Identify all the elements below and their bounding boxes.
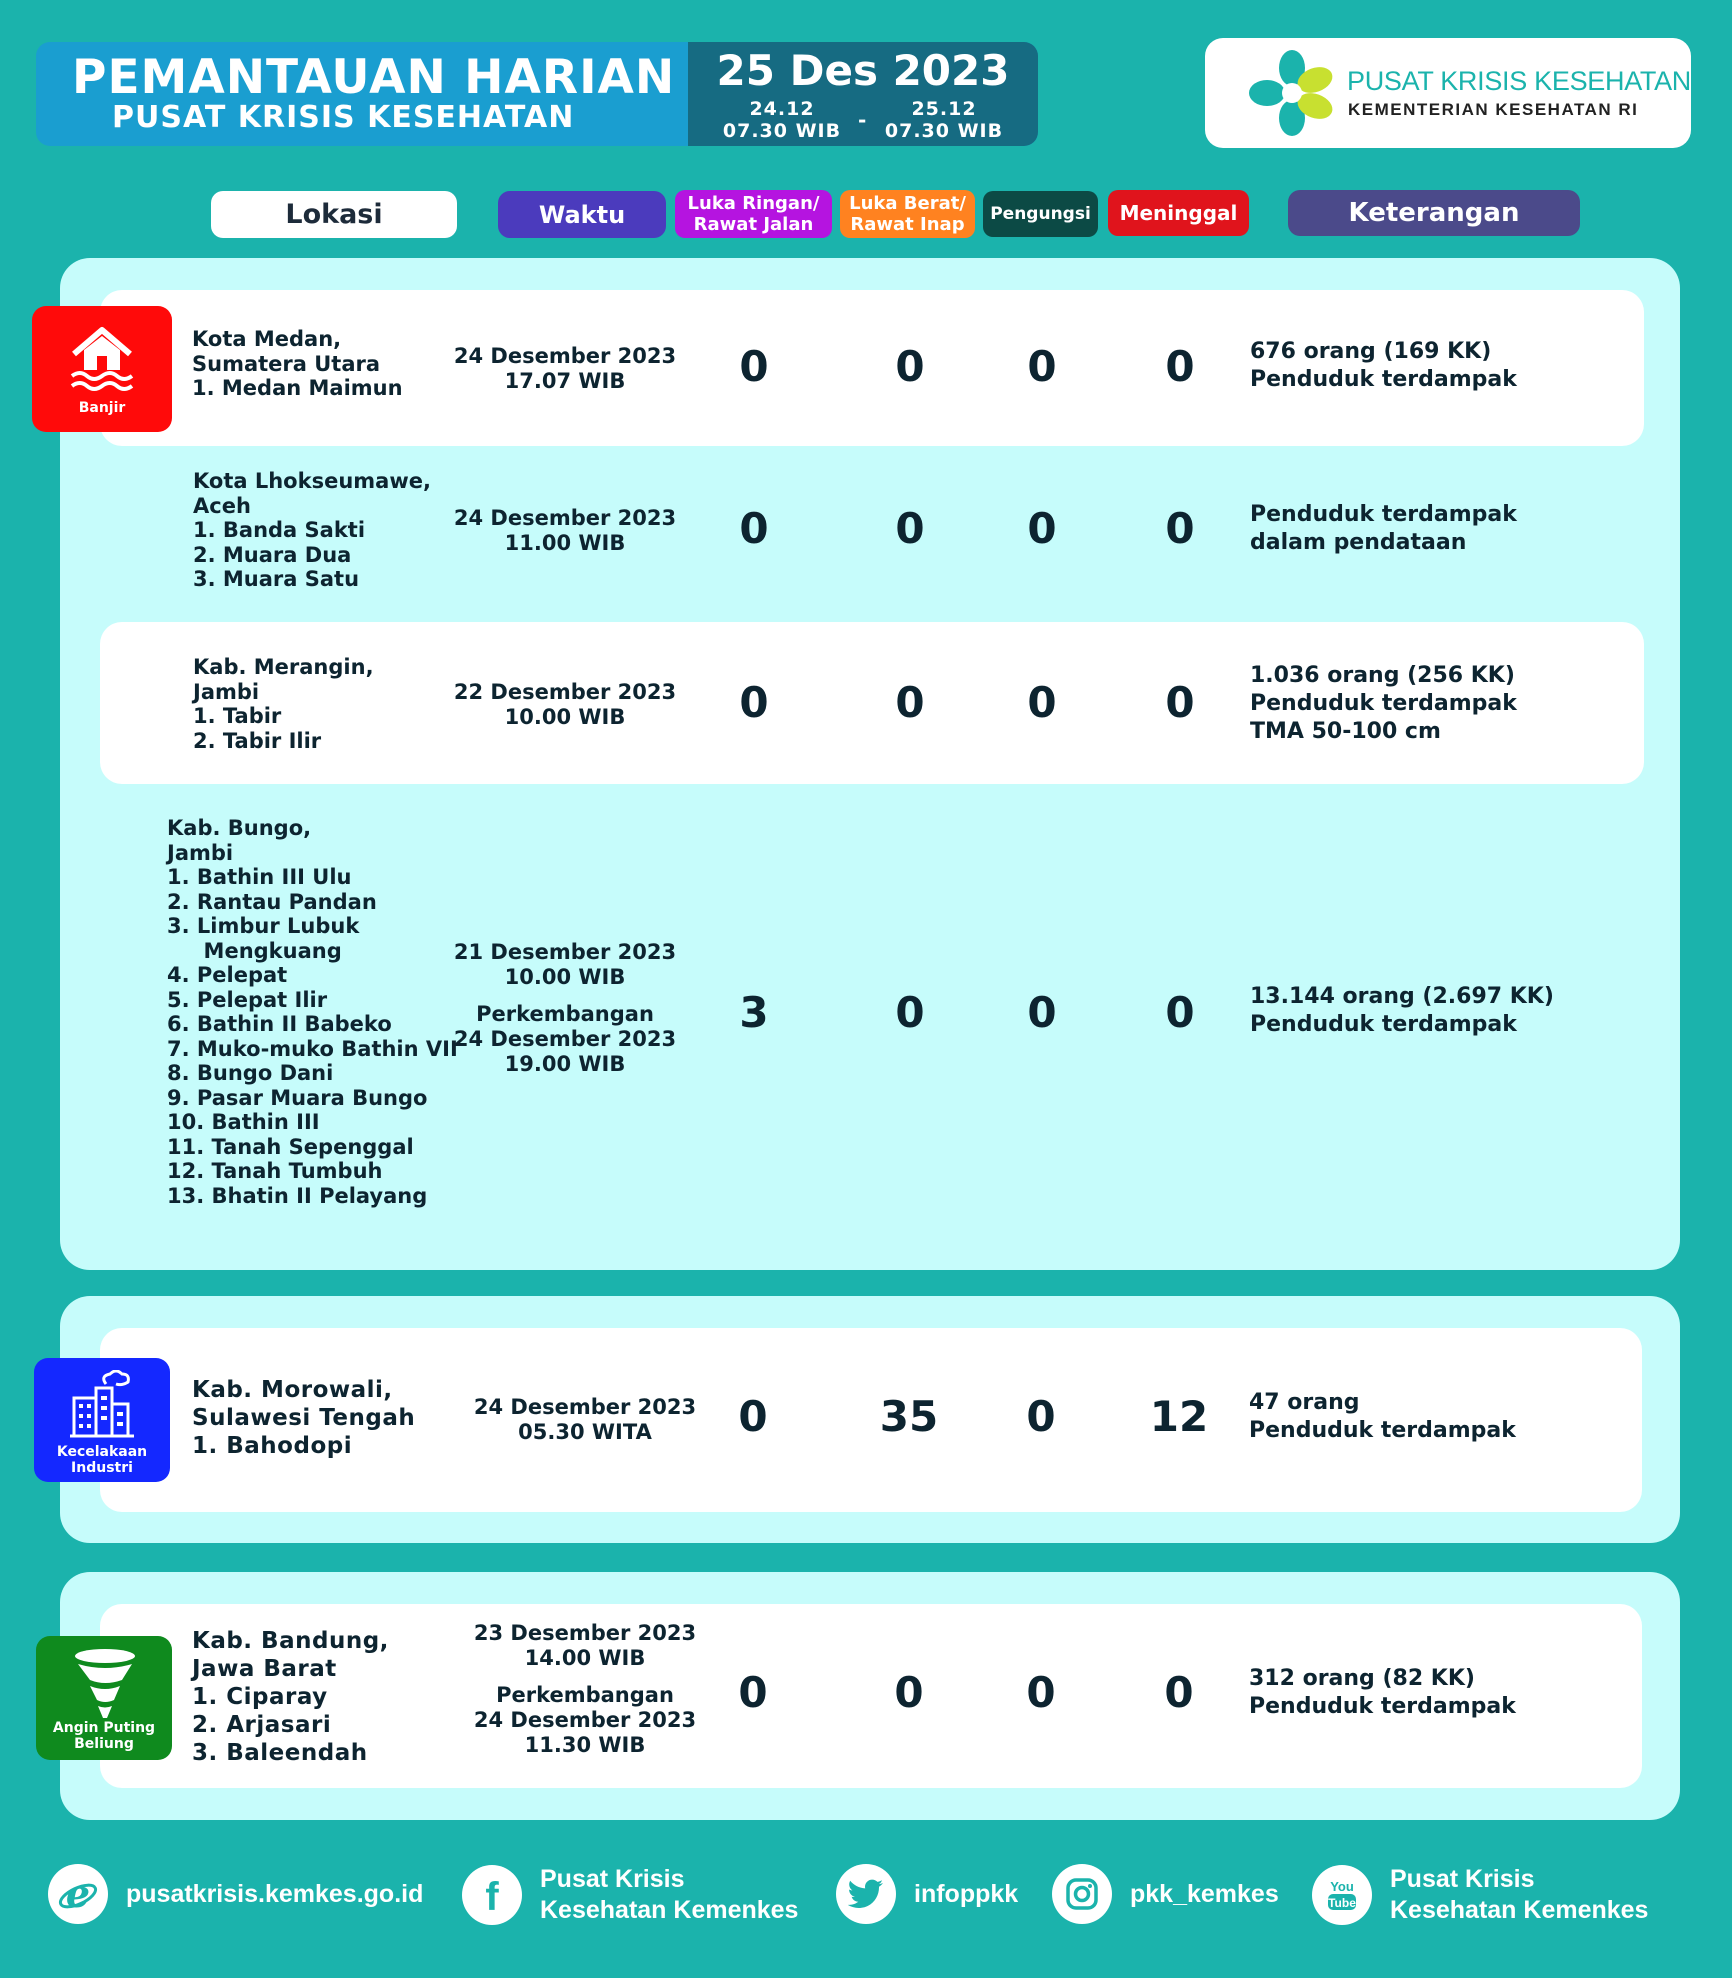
flood-house-icon [66,320,138,392]
row3-waktu-line: 10.00 WIB [504,705,626,729]
range-end-date: 25.12 [911,98,977,120]
row4-waktu-line: 10.00 WIB [504,965,626,989]
row2-waktu-line: 24 Desember 2023 [453,506,677,530]
row2-waktu [430,506,700,556]
row1-lokasi [192,327,403,401]
row2-meninggal: 0 [1165,504,1195,553]
internet-explorer-icon [48,1864,108,1924]
row2-ket-line: dalam pendataan [1250,530,1467,555]
badge-banjir-label: Banjir [78,400,126,416]
row4-lokasi-line: 6. Bathin II Babeko [167,1012,392,1036]
footer-instagram[interactable] [1052,1864,1279,1924]
svg-text:e: e [65,1874,91,1914]
header-date-block [688,42,1038,146]
row3-lokasi [193,655,374,753]
logo-box [1205,38,1691,148]
row6-keterangan [1249,1665,1516,1721]
youtube-line2: Kesehatan Kemenkes [1390,1896,1649,1924]
facebook-text [540,1864,798,1926]
row5-lokasi-line: 1. Bahodopi [192,1433,353,1459]
footer-youtube[interactable] [1312,1864,1648,1926]
row1-waktu-line: 17.07 WIB [504,369,626,393]
row3-waktu [430,680,700,730]
row4-waktu-line: 21 Desember 2023 [453,940,677,964]
row2-lokasi-line: 1. Banda Sakti [193,518,366,542]
svg-text:Tube: Tube [1328,1896,1356,1910]
row2-luka-berat: 0 [895,504,925,553]
range-start-time: 07.30 WIB [722,120,842,142]
badge-angin-line2: Beliung [74,1736,134,1752]
row5-pengungsi: 0 [1026,1392,1056,1441]
row6-luka-ringan: 0 [738,1668,768,1717]
row6-lokasi-line: 3. Baleendah [192,1740,368,1766]
row1-waktu [430,344,700,394]
row5-lokasi-line: Sulawesi Tengah [192,1405,416,1431]
row3-ket-line: Penduduk terdampak [1250,691,1517,716]
youtube-icon [1312,1865,1372,1925]
row4-lokasi-line: 2. Rantau Pandan [167,889,377,914]
logo-org: KEMENTERIAN KESEHATAN RI [1348,100,1639,119]
row4-lokasi-line: 12. Tanah Tumbuh [167,1159,383,1183]
badge-industri-line2: Industri [71,1460,133,1476]
row1-ket-line: 676 orang (169 KK) [1250,339,1492,364]
row1-lokasi-line: 1. Medan Maimun [192,376,403,400]
row4-lokasi-line: 13. Bhatin II Pelayang [167,1183,428,1208]
column-header-luka-berat [840,190,975,238]
row6-lokasi-line: 2. Arjasari [192,1712,332,1738]
twitter-icon [836,1864,896,1924]
badge-angin-line1: Angin Puting [52,1720,156,1736]
facebook-line2: Kesehatan Kemenkes [540,1896,799,1924]
row5-luka-ringan: 0 [738,1392,768,1441]
row3-lokasi-line: 1. Tabir [193,704,282,728]
page-subtitle: PUSAT KRISIS KESEHATAN [112,100,575,135]
row4-lokasi-line: Mengkuang [167,938,342,963]
header-title-block [36,42,686,146]
row5-waktu-line: 24 Desember 2023 [473,1395,697,1419]
row4-lokasi-line: 11. Tanah Sepenggal [167,1134,414,1159]
range-separator: - [858,108,867,132]
row4-lokasi-line: 4. Pelepat [167,963,288,987]
footer-facebook[interactable] [462,1864,798,1926]
row3-waktu-line: 22 Desember 2023 [453,680,677,704]
page-title: PEMANTAUAN HARIAN [72,50,676,105]
row5-ket-line: Penduduk terdampak [1249,1418,1516,1443]
row3-pengungsi: 0 [1027,678,1057,727]
website-text: pusatkrisis.kemkes.go.id [126,1879,424,1908]
facebook-line1: Pusat Krisis [540,1865,685,1893]
range-end-time: 07.30 WIB [884,120,1004,142]
kemenkes-logo-icon [1247,48,1337,138]
row2-lokasi [193,469,431,592]
factory-icon [66,1370,138,1442]
row4-waktu-line: 24 Desember 2023 [453,1027,677,1051]
column-header-pengungsi: Pengungsi [983,191,1098,237]
badge-industri-label [34,1444,170,1476]
row3-meninggal: 0 [1165,678,1195,727]
row6-waktu-line: Perkembangan [496,1683,674,1707]
row6-ket-line: 312 orang (82 KK) [1249,1666,1475,1691]
row1-meninggal: 0 [1165,342,1195,391]
luka-ringan-line2: Rawat Jalan [693,214,814,235]
row5-waktu-line: 05.30 WITA [518,1420,652,1444]
row1-keterangan [1250,338,1517,394]
row4-pengungsi: 0 [1027,988,1057,1037]
row1-ket-line: Penduduk terdampak [1250,367,1517,392]
row2-pengungsi: 0 [1027,504,1057,553]
column-header-waktu: Waktu [498,191,666,238]
row6-pengungsi: 0 [1026,1668,1056,1717]
luka-ringan-line1: Luka Ringan/ [687,193,820,214]
row4-lokasi-line: 7. Muko-muko Bathin VII [167,1036,458,1061]
row4-lokasi-line: 9. Pasar Muara Bungo [167,1085,428,1110]
row4-ket-line: Penduduk terdampak [1250,1012,1517,1037]
row6-waktu-spacer [450,1671,720,1683]
row4-waktu-line: Perkembangan [476,1002,654,1026]
row4-meninggal: 0 [1165,988,1195,1037]
youtube-text [1390,1864,1648,1926]
row4-luka-ringan: 3 [739,988,769,1037]
badge-angin-puting-beliung [36,1636,172,1760]
twitter-text: infoppkk [914,1879,1019,1908]
row4-waktu-spacer [430,990,700,1002]
tornado-icon [70,1646,140,1720]
row6-meninggal: 0 [1164,1668,1194,1717]
row6-lokasi [192,1627,389,1767]
header-banner [36,42,1038,146]
row3-lokasi-line: Kab. Merangin, [193,655,374,679]
row2-lokasi-line: Kota Lhokseumawe, [193,469,431,493]
row5-luka-berat: 35 [879,1392,939,1441]
badge-kecelakaan-industri [34,1358,170,1482]
row6-lokasi-line: Kab. Bandung, [192,1628,389,1654]
row4-waktu [430,940,700,1077]
row4-lokasi [167,816,458,1208]
badge-banjir [32,306,172,432]
row5-lokasi-line: Kab. Morowali, [192,1377,393,1403]
row5-lokasi [192,1376,415,1460]
row3-ket-line: TMA 50-100 cm [1250,719,1441,744]
row1-waktu-line: 24 Desember 2023 [453,344,677,368]
row3-keterangan [1250,662,1517,746]
row1-lokasi-line: Kota Medan, [192,327,342,351]
row4-lokasi-line: 8. Bungo Dani [167,1061,334,1085]
row4-luka-berat: 0 [895,988,925,1037]
row2-lokasi-line: Aceh [193,493,251,518]
youtube-line1: Pusat Krisis [1390,1865,1535,1893]
row6-waktu-line: 24 Desember 2023 [473,1708,697,1732]
column-header-keterangan: Keterangan [1288,190,1580,236]
row6-luka-berat: 0 [894,1668,924,1717]
row2-waktu-line: 11.00 WIB [504,531,626,555]
row1-pengungsi: 0 [1027,342,1057,391]
instagram-text: pkk_kemkes [1130,1879,1279,1908]
row4-waktu-line: 19.00 WIB [504,1052,626,1076]
svg-text:f: f [485,1875,499,1915]
row6-waktu-line: 14.00 WIB [524,1646,646,1670]
row4-lokasi-line: 1. Bathin III Ulu [167,865,352,889]
row2-ket-line: Penduduk terdampak [1250,502,1517,527]
row5-ket-line: 47 orang [1249,1390,1360,1415]
svg-text:You: You [1330,1879,1354,1894]
row1-luka-ringan: 0 [739,342,769,391]
row4-keterangan [1250,983,1554,1039]
row6-waktu [450,1621,720,1758]
row1-luka-berat: 0 [895,342,925,391]
row3-ket-line: 1.036 orang (256 KK) [1250,663,1515,688]
row2-lokasi-line: 2. Muara Dua [193,542,352,567]
row1-lokasi-line: Sumatera Utara [192,351,381,376]
row4-lokasi-line: Kab. Bungo, [167,816,312,840]
luka-berat-line1: Luka Berat/ [849,193,966,214]
row5-meninggal: 12 [1149,1392,1209,1441]
row4-lokasi-line: 10. Bathin III [167,1110,320,1134]
row4-ket-line: 13.144 orang (2.697 KK) [1250,984,1554,1009]
row3-lokasi-line: Jambi [193,679,260,704]
column-header-meninggal: Meninggal [1108,190,1249,236]
footer-twitter[interactable] [836,1864,1018,1924]
row6-ket-line: Penduduk terdampak [1249,1694,1516,1719]
logo-name: PUSAT KRISIS KESEHATAN [1347,66,1691,96]
instagram-icon [1052,1864,1112,1924]
row4-lokasi-line: 5. Pelepat Ilir [167,987,328,1012]
row4-lokasi-line: Jambi [167,840,234,865]
range-start [712,98,852,142]
range-end [874,98,1014,142]
footer-website[interactable] [48,1864,423,1924]
badge-industri-line1: Kecelakaan [56,1444,148,1460]
row2-keterangan [1250,501,1517,557]
row6-lokasi-line: 1. Ciparay [192,1684,328,1710]
column-header-luka-ringan [675,190,832,238]
badge-angin-label [36,1720,172,1752]
row6-lokasi-line: Jawa Barat [192,1656,337,1682]
row3-luka-ringan: 0 [739,678,769,727]
row3-lokasi-line: 2. Tabir Ilir [193,728,322,753]
report-date: 25 Des 2023 [716,46,1010,95]
facebook-icon [462,1865,522,1925]
row2-lokasi-line: 3. Muara Satu [193,567,360,591]
row2-luka-ringan: 0 [739,504,769,553]
range-start-date: 24.12 [749,98,815,120]
row6-waktu-line: 11.30 WIB [524,1733,646,1757]
row3-luka-berat: 0 [895,678,925,727]
column-header-lokasi: Lokasi [211,191,457,238]
row5-waktu [450,1395,720,1445]
luka-berat-line2: Rawat Inap [850,214,965,235]
row6-waktu-line: 23 Desember 2023 [473,1621,697,1645]
row4-lokasi-line: 3. Limbur Lubuk [167,914,360,938]
row5-keterangan [1249,1389,1516,1445]
